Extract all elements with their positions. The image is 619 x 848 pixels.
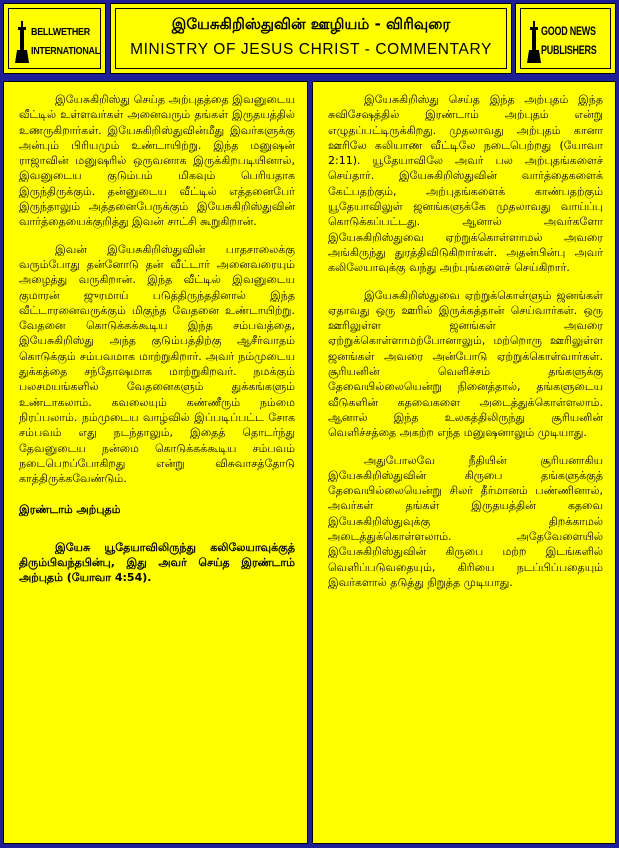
left-column-text [19, 92, 295, 598]
logo-frame [520, 8, 611, 69]
paragraph: இயேசுகிறிஸ்து செய்த இந்த அற்புதம் இந்த சுவிசேஷத்தில் இரண்டாம் அற்புதம் என்று எழுதப்பட்டிருக்கிறது. முதலாவது அற்புதம் கானா ஊரிலே கலியாண வீட்டிலே நடைபெற்றது (யோவா 2:11). யூதேயாவிலே அவர் பல அற்புதங்களைச் செய்தார். இயேசுகிறிஸ்துவின் வார்த்தைகளைக் கேட்பதற்கும், அற்புதங்களைக் காண்பதற்கும் யூதேயாவிலுள் ஜனங்களுக்கே முதலாவது வாய்ப்பு கொடுக்கப்பட்டது. ஆனால் அவர்களோ இயேசுகிறிஸ்துவை ஏற்றுக்கொள்ளாமல் அவரை அங்கிருந்து துரத்திவிடுகிறார்கள். அதன்பின்பு அவர் கலிலேயாவுக்கு வந்து அற்புங்களைச் செய்கிறார். [328, 93, 603, 275]
right-column [312, 81, 616, 844]
title-english: MINISTRY OF JESUS CHRIST - COMMENTARY [130, 41, 492, 58]
title-frame [115, 8, 507, 69]
paragraph: இவன் இயேசுகிறிஸ்துவின் பாதசாலைக்கு வரும்போது தன்னோடு தன் வீட்டார் அனைவரையும் அழைத்து வருகிறான். இந்த வீட்டில் இவனுடைய குமாரன் ஜுரமாய் படுத்திருந்ததினால் இந்த வீட்டாரனைவருக்கும் மிகுந்த வேதனை உண்டாயிற்று. வேதனை கொடுக்கக்கூடிய இந்த சம்பவத்தை, இயேசுகிறிஸ்து அந்த குடும்பத்திற்கு ஆசீர்வாதம் கொடுக்கும் சம்பவமாக மாற்றுகிறார். அவர் நம்முடைய துக்கத்தை சந்தோஷமாக மாற்றுகிறவர். நமக்கும் பலசமயங்களில் வேதனைகளும் துக்கங்களும் உண்டாகலாம். கவலையும் கண்ணீரும் நம்மை நிரப்பலாம். நம்முடைய வாழ்வில் இப்படிப்பட்ட சோக சம்பவம் எது நடந்தாலும், இதைத் தொடர்ந்து தேவனுடைய நன்மை கொடுக்கக்கூடிய சம்பவம் நடைபெறப்போகிறது என்று விசுவாசத்தோடு காத்திருக்கவேண்டும். [19, 242, 295, 486]
section-heading: இரண்டாம் அற்புதம் [19, 503, 121, 517]
right-column-text [328, 92, 603, 602]
logo-line-2: INTERNATIONAL [31, 45, 100, 57]
logo-text [541, 23, 596, 61]
good-news-logo [515, 3, 616, 74]
logo-line-1: GOOD NEWS [541, 26, 596, 38]
title-tamil: இயேசுகிறிஸ்துவின் ஊழியம் - விரிவுரை [171, 15, 451, 33]
bellwether-logo-icon [15, 21, 29, 63]
paragraph: இயேசுகிறிஸ்து செய்த அற்புதத்தை இவனுடைய வீட்டில் உள்ளவர்கள் அனைவரும் தங்கள் இருதயத்தில் உணருகிறார்கள். இயேசுகிறிஸ்துவின்மீது இவர்களுக்கு அன்பும் பிரியமும் உண்டாயிற்று. இந்த மனுஷன் ராஜாவின் மனுஷரில் ஒருவனாக இருக்கிறபடியினால், இவனுடைய குடும்பம் மிகவும் பெரியதாக இருந்திருக்கும். தன்னுடைய வீட்டில் எத்தனைபேர் இருந்தாலும் அத்தனைபேருக்கும் இயேசுகிறிஸ்துவின் வார்த்தையைக்குறித்து இவன் சாட்சி கூறுகிறான். [19, 93, 295, 229]
header [3, 3, 616, 76]
logo-line-2: PUBLISHERS [541, 45, 597, 57]
good-news-logo-icon [527, 21, 541, 63]
title-banner [110, 3, 512, 74]
logo-text [31, 23, 100, 61]
logo-frame [8, 8, 101, 69]
bellwether-logo [3, 3, 106, 74]
paragraph: அதுபோலவே நீதியின் சூரியனாகிய இயேசுகிறிஸ்துவின் கிருபை தங்களுக்குத் தேவையில்லையென்று சிலர் தீர்மானம் பண்ணினால், அவர்கள் தங்கள் இருதயத்தின் கதவை இயேசுகிறிஸ்துவுக்கு திறக்காமல் அடைத்துக்கொள்ளலாம். அதேவேளையில் இயேசுகிறிஸ்துவின் கிருபை மற்ற இடங்களில் வெளிப்படுவதையும், கிரியை நடப்பிப்பதையும் இவர்களால் தடுத்து நிறுத்த முடியாது. [328, 453, 603, 589]
paragraph: இயேசுகிறிஸ்துவை ஏற்றுக்கொள்ளும் ஜனங்கள் ஏதாவது ஒரு ஊரில் இருக்கத்தான் செய்வார்கள். ஒரு ஊரிலுள்ள ஜனங்கள் அவரை ஏற்றுக்கொள்ளாமற்போனாலும், மற்றொரு ஊரிலுள்ள ஜனங்கள் அவரை அன்போடு ஏற்றுக்கொள்வார்கள். சூரியனின் வெளிச்சம் தங்களுக்கு தேவையில்லையென்று நினைத்தால், தங்களுடைய வீடுகளின் கதவைகளை அடைத்துக்கொள்ளலாம். ஆனால் இந்த உலகத்திலிருந்து சூரியனின் வெளிச்சத்தை அகற்ற எந்த மனுஷனாலும் முடியாது. [328, 288, 603, 440]
logo-line-1: BELLWETHER [31, 26, 90, 38]
left-column [3, 81, 308, 844]
bold-paragraph: இயேசு யூதேயாவிலிருந்து கலிலேயாவுக்குத் திரும்பிவந்தபின்பு, இது அவர் செய்த இரண்டாம் அற்புதம் (யோவா 4:54). [19, 540, 295, 585]
